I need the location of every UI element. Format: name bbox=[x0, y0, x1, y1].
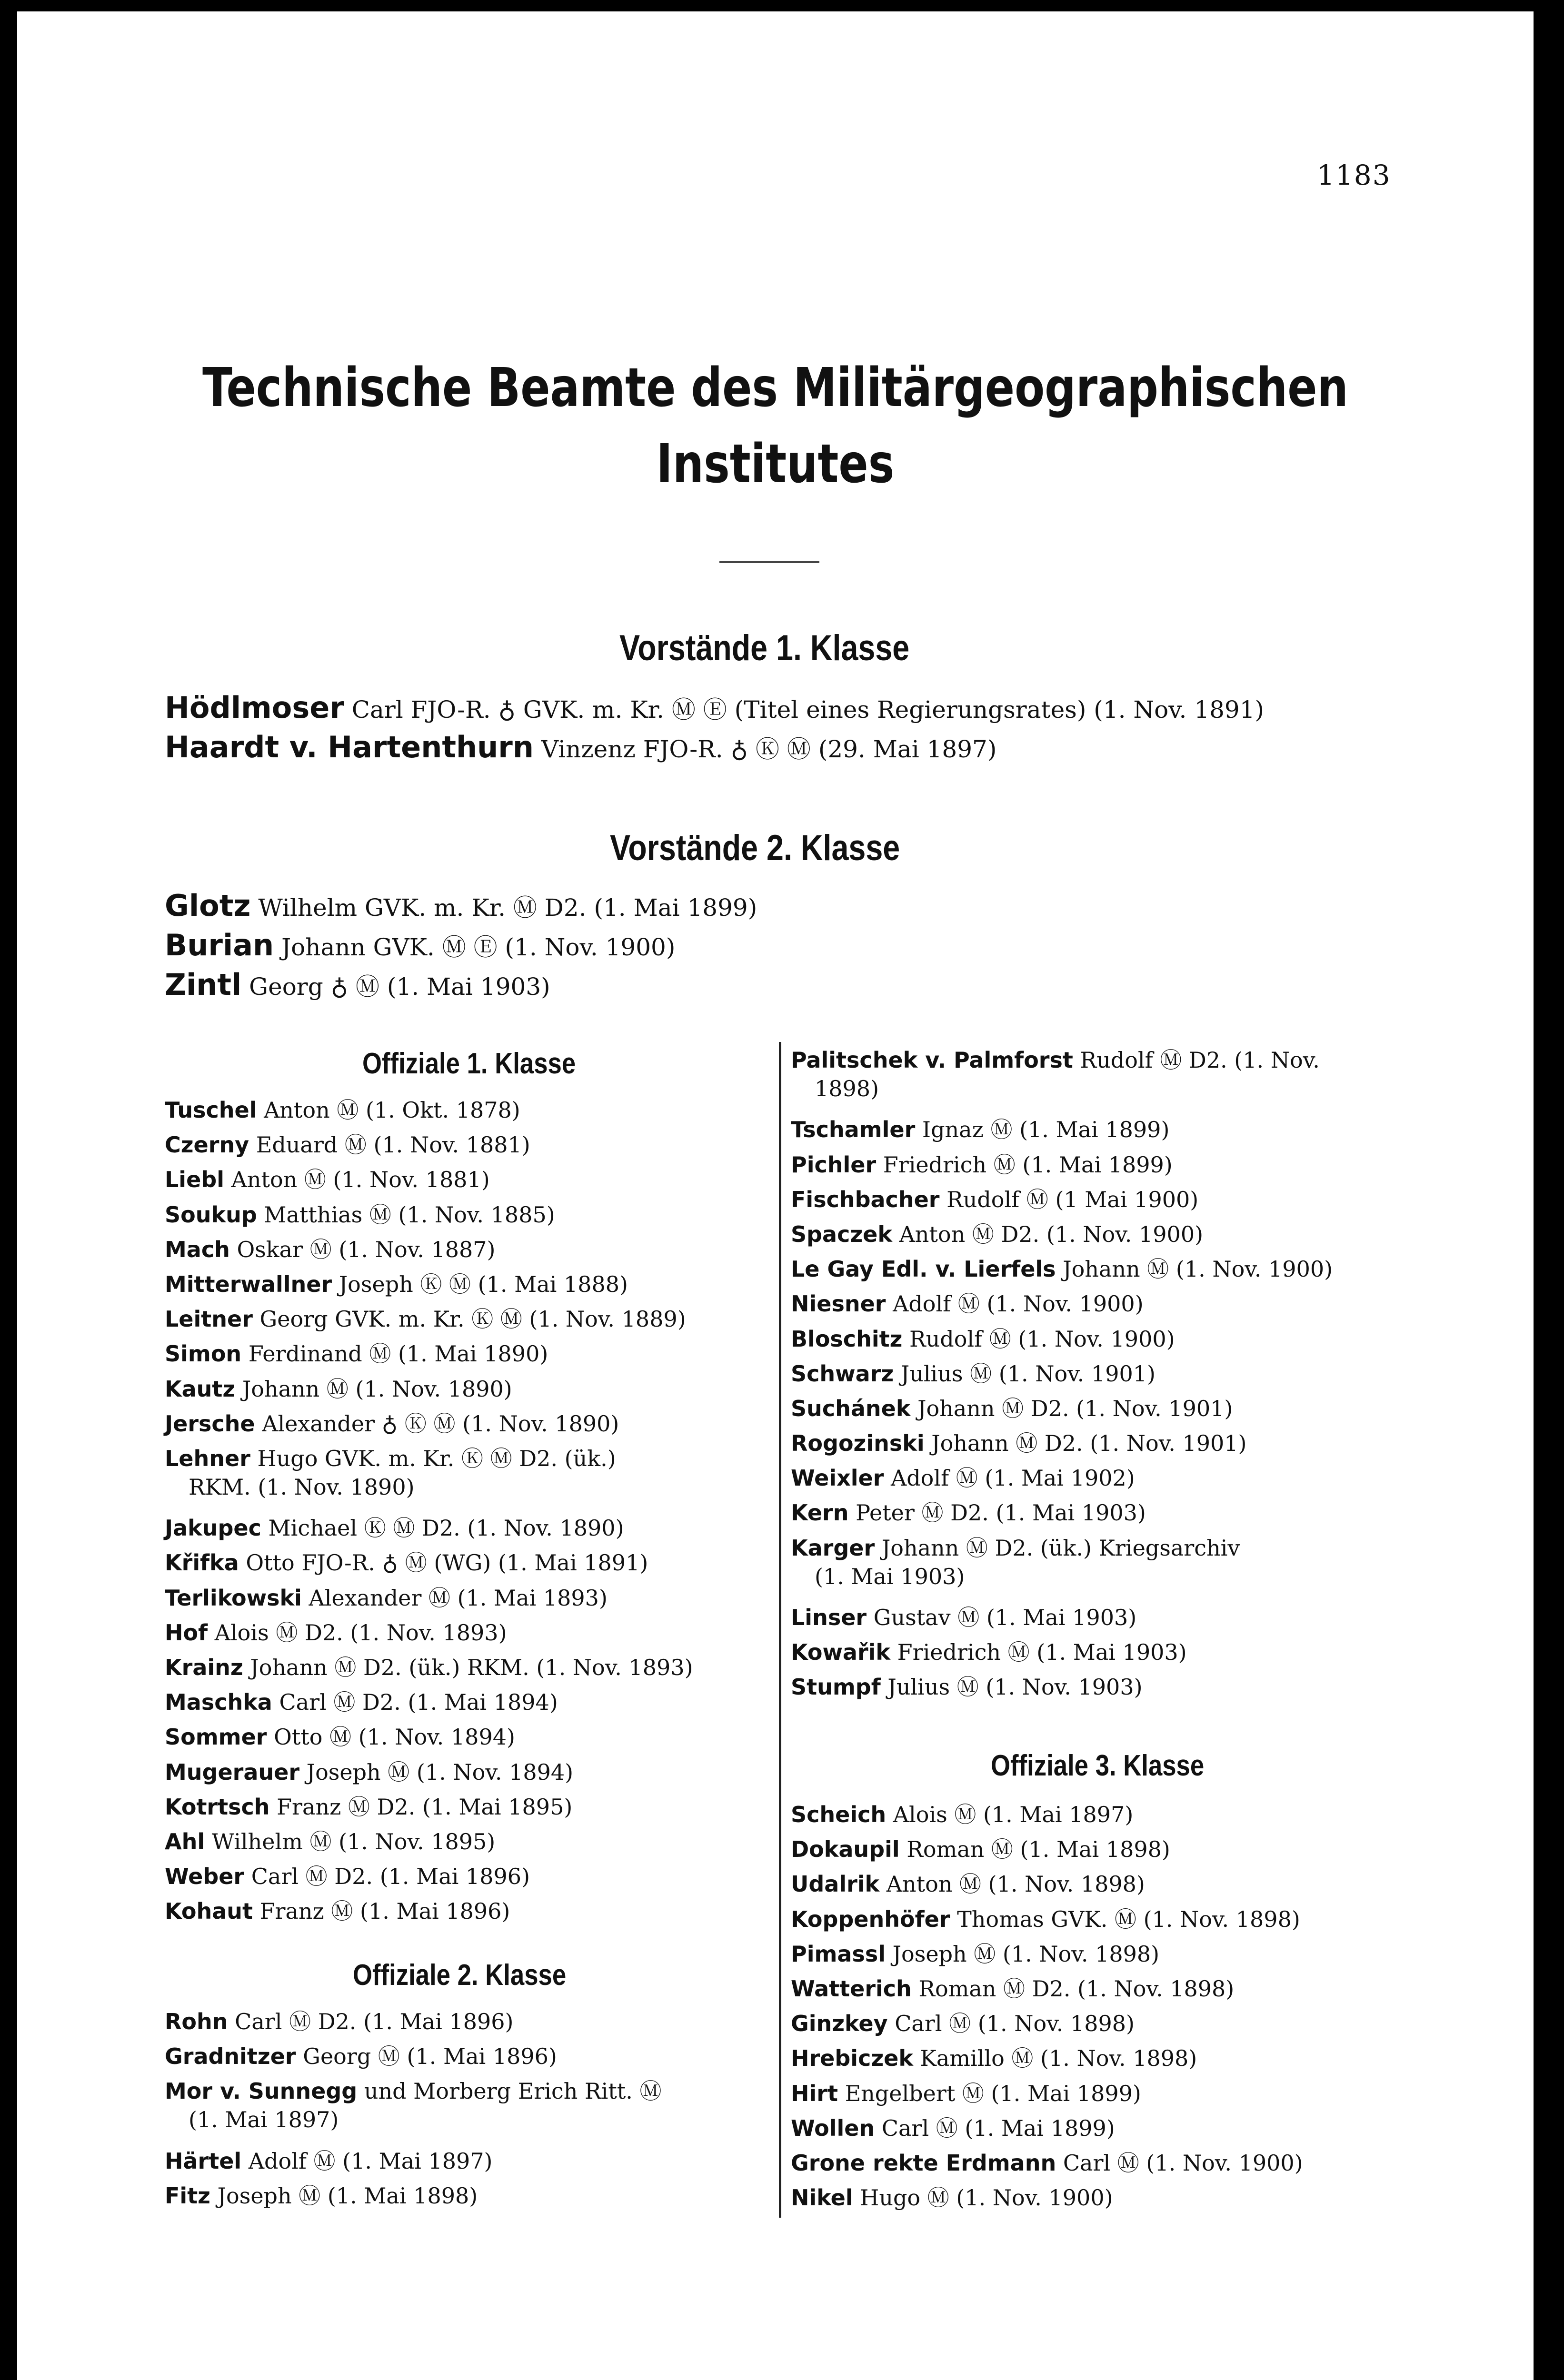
entry-surname: Stumpf bbox=[791, 1674, 881, 1700]
list-item bbox=[791, 2187, 1429, 2221]
entry-details: Alois Ⓜ (1. Mai 1897) bbox=[893, 1802, 1134, 1827]
entry-details: Hugo GVK. m. Kr. Ⓚ Ⓜ D2. (ük.) bbox=[257, 1445, 616, 1471]
entry-surname: Zintl bbox=[165, 967, 242, 1002]
entry-details: Franz Ⓜ D2. (1. Mai 1895) bbox=[277, 1794, 573, 1820]
entry-surname: Udalrik bbox=[791, 1871, 880, 1897]
list-item bbox=[791, 2117, 1429, 2152]
list-item bbox=[791, 1606, 1429, 1641]
entry-details: Anton Ⓜ (1. Nov. 1898) bbox=[886, 1871, 1145, 1897]
entry-surname: Tuschel bbox=[165, 1097, 257, 1123]
entry-details: Johann Ⓜ (1. Nov. 1900) bbox=[1063, 1256, 1333, 1282]
entry-details: Alexander Ⓜ (1. Mai 1893) bbox=[309, 1585, 608, 1611]
entry-details: Joseph Ⓜ (1. Nov. 1894) bbox=[306, 1759, 574, 1785]
entry-details: Otto FJO-R. ♁ Ⓜ (WG) (1. Mai 1891) bbox=[246, 1550, 648, 1576]
list-item bbox=[791, 1151, 1429, 1189]
list-item bbox=[165, 730, 1264, 772]
entry-surname: Pichler bbox=[791, 1151, 877, 1178]
list-item bbox=[791, 1223, 1429, 1258]
list-item bbox=[165, 1865, 774, 1900]
list-item bbox=[791, 1873, 1429, 1908]
list-item bbox=[791, 1328, 1429, 1363]
list-item bbox=[165, 1169, 774, 1203]
entry-details: Engelbert Ⓜ (1. Mai 1899) bbox=[845, 2080, 1141, 2106]
list-item bbox=[165, 1517, 774, 1552]
entry-surname: Hödlmoser bbox=[165, 690, 344, 725]
entry-details: Peter Ⓜ D2. (1. Mai 1903) bbox=[856, 1500, 1146, 1526]
entry-surname: Bloschitz bbox=[791, 1326, 903, 1352]
heading-offiziale-2: Offiziale 2. Klasse bbox=[353, 1959, 567, 1992]
list-item bbox=[165, 1796, 774, 1831]
list-item bbox=[791, 1186, 1429, 1223]
list-offiziale-2-continued bbox=[791, 1049, 1429, 1711]
entry-surname: Tschamler bbox=[791, 1117, 916, 1143]
list-item bbox=[165, 1099, 774, 1134]
entry-details: Matthias Ⓜ (1. Nov. 1885) bbox=[264, 1201, 555, 1228]
entry-details: Rudolf Ⓜ (1. Nov. 1900) bbox=[909, 1326, 1175, 1352]
entry-details: Johann Ⓜ D2. (ük.) RKM. (1. Nov. 1893) bbox=[250, 1655, 693, 1681]
page-title-line-1: Technische Beamte des Militärgeographischen bbox=[202, 357, 1348, 419]
entry-surname: Härtel bbox=[165, 2148, 242, 2174]
entry-details: Carl Ⓜ (1. Mai 1899) bbox=[881, 2115, 1115, 2141]
entry-surname: Mach bbox=[165, 1236, 230, 1262]
list-item bbox=[791, 1293, 1429, 1328]
entry-details: Gustav Ⓜ (1. Mai 1903) bbox=[873, 1605, 1137, 1631]
entry-surname: Palitschek v. Palmforst bbox=[791, 1047, 1073, 1073]
list-item bbox=[165, 2045, 774, 2080]
entry-details: Anton Ⓜ D2. (1. Nov. 1900) bbox=[899, 1221, 1204, 1247]
entry-surname: Terlikowski bbox=[165, 1585, 302, 1611]
entry-surname: Dokaupil bbox=[791, 1836, 900, 1863]
entry-details: Johann Ⓜ D2. (1. Nov. 1901) bbox=[931, 1430, 1247, 1457]
entry-surname: Pimassl bbox=[791, 1941, 886, 1967]
entry-details: Carl FJO-R. ♁ GVK. m. Kr. Ⓜ Ⓔ (Titel eines Regierungsrates) (1. Nov. 1891) bbox=[351, 696, 1265, 724]
list-item bbox=[165, 1656, 774, 1691]
document-page bbox=[17, 11, 1534, 2380]
entry-surname: Liebl bbox=[165, 1167, 224, 1193]
list-item bbox=[791, 1804, 1429, 1838]
list-item bbox=[791, 1502, 1429, 1537]
entry-surname: Wollen bbox=[791, 2115, 875, 2141]
entry-surname: Sommer bbox=[165, 1724, 267, 1750]
entry-surname: Krainz bbox=[165, 1655, 243, 1681]
entry-details: Adolf Ⓜ (1. Mai 1897) bbox=[248, 2148, 493, 2174]
entry-details-continued: 1898) bbox=[815, 1076, 879, 1101]
entry-surname: Ahl bbox=[165, 1828, 205, 1854]
entry-surname: Watterich bbox=[791, 1975, 912, 2002]
list-item bbox=[165, 1410, 774, 1448]
entry-surname: Rohn bbox=[165, 2009, 228, 2034]
entry-surname: Simon bbox=[165, 1341, 242, 1367]
entry-details: Oskar Ⓜ (1. Nov. 1887) bbox=[237, 1236, 496, 1262]
list-item bbox=[165, 1761, 774, 1796]
list-item bbox=[165, 1134, 774, 1169]
entry-details: Joseph Ⓜ (1. Nov. 1898) bbox=[892, 1941, 1160, 1967]
entry-surname: Linser bbox=[791, 1605, 867, 1631]
entry-details: Alexander ♁ Ⓚ Ⓜ (1. Nov. 1890) bbox=[262, 1410, 619, 1437]
list-item bbox=[791, 2013, 1429, 2047]
list-item bbox=[165, 1201, 774, 1239]
entry-surname: Spaczek bbox=[791, 1221, 892, 1247]
entry-surname: Haardt v. Hartenthurn bbox=[165, 730, 534, 764]
entry-surname: Jakupec bbox=[165, 1515, 261, 1541]
list-item bbox=[165, 1273, 774, 1308]
entry-surname: Glotz bbox=[165, 888, 251, 923]
entry-details: Friedrich Ⓜ (1. Mai 1903) bbox=[897, 1639, 1187, 1666]
entry-details: Ferdinand Ⓜ (1. Mai 1890) bbox=[248, 1341, 548, 1367]
entry-details: Alois Ⓜ D2. (1. Nov. 1893) bbox=[214, 1619, 507, 1646]
entry-details: Julius Ⓜ (1. Nov. 1903) bbox=[887, 1674, 1143, 1700]
entry-surname: Kautz bbox=[165, 1376, 236, 1402]
entry-surname: Weber bbox=[165, 1864, 245, 1890]
entry-surname: Le Gay Edl. v. Lierfels bbox=[791, 1256, 1056, 1282]
entry-details: Johann Ⓜ D2. (ük.) Kriegsarchiv bbox=[881, 1535, 1240, 1561]
list-item bbox=[791, 1908, 1429, 1943]
column-divider bbox=[779, 1042, 781, 2218]
list-item bbox=[165, 1308, 774, 1343]
entry-surname: Rogozinski bbox=[791, 1430, 925, 1457]
list-item bbox=[791, 2152, 1429, 2187]
entry-details: Anton Ⓜ (1. Nov. 1881) bbox=[231, 1167, 490, 1193]
entry-surname: Weixler bbox=[791, 1465, 884, 1491]
entry-surname: Gradnitzer bbox=[165, 2043, 296, 2070]
entry-details: Johann Ⓜ (1. Nov. 1890) bbox=[242, 1376, 512, 1402]
list-item bbox=[791, 2082, 1429, 2117]
heading-vorstaende-1: Vorstände 1. Klasse bbox=[619, 628, 910, 668]
entry-details: Eduard Ⓜ (1. Nov. 1881) bbox=[256, 1132, 530, 1158]
entry-details: Carl Ⓜ D2. (1. Mai 1894) bbox=[279, 1689, 558, 1716]
list-item bbox=[165, 690, 1265, 733]
entry-surname: Mugerauer bbox=[165, 1759, 300, 1785]
list-item bbox=[165, 1236, 774, 1273]
entry-surname: Mor v. Sunnegg bbox=[165, 2078, 358, 2104]
list-item bbox=[791, 1258, 1429, 1293]
entry-surname: Křifka bbox=[165, 1550, 239, 1576]
entry-details: Michael Ⓚ Ⓜ D2. (1. Nov. 1890) bbox=[268, 1515, 624, 1541]
entry-surname: Schwarz bbox=[791, 1360, 894, 1387]
entry-details: Franz Ⓜ (1. Mai 1896) bbox=[259, 1898, 510, 1924]
list-item bbox=[165, 1343, 774, 1378]
entry-details: Joseph Ⓜ (1. Mai 1898) bbox=[217, 2182, 478, 2209]
entry-details: Thomas GVK. Ⓜ (1. Nov. 1898) bbox=[957, 1906, 1300, 1932]
list-item bbox=[791, 1395, 1429, 1432]
list-item bbox=[165, 1587, 774, 1622]
heading-offiziale-1: Offiziale 1. Klasse bbox=[362, 1047, 576, 1080]
entry-details: Friedrich Ⓜ (1. Mai 1899) bbox=[883, 1151, 1173, 1178]
entry-details: Rudolf Ⓜ D2. (1. Nov. bbox=[1080, 1047, 1320, 1073]
entry-surname: Karger bbox=[791, 1535, 875, 1561]
entry-surname: Burian bbox=[165, 928, 274, 962]
entry-details: und Morberg Erich Ritt. Ⓜ bbox=[364, 2078, 662, 2104]
list-item bbox=[165, 2150, 774, 2185]
list-item bbox=[165, 1726, 774, 1761]
entry-details: Wilhelm Ⓜ (1. Nov. 1895) bbox=[211, 1828, 496, 1854]
list-offiziale-1 bbox=[165, 1099, 774, 1935]
list-item bbox=[791, 1049, 1429, 1119]
entry-surname: Koppenhöfer bbox=[791, 1906, 950, 1932]
entry-surname: Ginzkey bbox=[791, 2011, 888, 2037]
list-item bbox=[165, 1552, 774, 1587]
list-item bbox=[165, 1378, 774, 1413]
list-item bbox=[165, 1900, 774, 1935]
entry-details: Georg Ⓜ (1. Mai 1896) bbox=[303, 2043, 557, 2070]
entry-surname: Kotrtsch bbox=[165, 1794, 270, 1820]
entry-surname: Jersche bbox=[165, 1410, 255, 1437]
entry-surname: Niesner bbox=[791, 1291, 886, 1317]
entry-details: Roman Ⓜ (1. Mai 1898) bbox=[907, 1836, 1170, 1863]
list-item bbox=[791, 1943, 1429, 1978]
list-item bbox=[165, 2011, 774, 2045]
list-item bbox=[791, 1537, 1429, 1606]
entry-details: Kamillo Ⓜ (1. Nov. 1898) bbox=[920, 2045, 1197, 2072]
entry-details: Carl Ⓜ D2. (1. Mai 1896) bbox=[235, 2009, 514, 2034]
page-title-line-2: Institutes bbox=[656, 433, 895, 495]
entry-surname: Leitner bbox=[165, 1306, 253, 1332]
entry-details: Adolf Ⓜ (1. Nov. 1900) bbox=[893, 1291, 1144, 1317]
entry-details: Julius Ⓜ (1. Nov. 1901) bbox=[900, 1360, 1156, 1387]
entry-surname: Fitz bbox=[165, 2182, 210, 2209]
entry-details: Carl Ⓜ (1. Nov. 1898) bbox=[895, 2011, 1135, 2037]
list-item bbox=[791, 1119, 1429, 1153]
entry-surname: Hrebiczek bbox=[791, 2045, 913, 2072]
entry-surname: Mitterwallner bbox=[165, 1271, 332, 1297]
page-number: 1183 bbox=[1317, 159, 1391, 191]
entry-surname: Hof bbox=[165, 1619, 208, 1646]
entry-details: Georg ♁ Ⓜ (1. Mai 1903) bbox=[249, 973, 550, 1001]
list-item bbox=[791, 1467, 1429, 1502]
entry-surname: Hirt bbox=[791, 2080, 838, 2106]
entry-surname: Grone rekte Erdmann bbox=[791, 2150, 1056, 2176]
entry-details: Johann GVK. Ⓜ Ⓔ (1. Nov. 1900) bbox=[281, 933, 676, 961]
entry-details-continued: (1. Mai 1903) bbox=[815, 1563, 965, 1589]
entry-surname: Kern bbox=[791, 1500, 849, 1526]
entry-details: Vinzenz FJO-R. ♁ Ⓚ Ⓜ (29. Mai 1897) bbox=[541, 735, 997, 763]
list-item bbox=[165, 928, 757, 970]
entry-surname: Lehner bbox=[165, 1445, 250, 1471]
entry-details: Anton Ⓜ (1. Okt. 1878) bbox=[264, 1097, 520, 1123]
heading-offiziale-3: Offiziale 3. Klasse bbox=[991, 1749, 1205, 1782]
list-item bbox=[791, 1432, 1429, 1467]
entry-details: Adolf Ⓜ (1. Mai 1902) bbox=[891, 1465, 1135, 1491]
entry-details: Joseph Ⓚ Ⓜ (1. Mai 1888) bbox=[339, 1271, 628, 1297]
heading-vorstaende-2: Vorstände 2. Klasse bbox=[610, 828, 900, 868]
entry-details: Rudolf Ⓜ (1 Mai 1900) bbox=[946, 1186, 1199, 1212]
entry-details-continued: RKM. (1. Nov. 1890) bbox=[189, 1474, 415, 1500]
entry-details: Roman Ⓜ D2. (1. Nov. 1898) bbox=[918, 1975, 1235, 2002]
entry-surname: Kohaut bbox=[165, 1898, 253, 1924]
list-item bbox=[791, 1641, 1429, 1676]
entry-details: Hugo Ⓜ (1. Nov. 1900) bbox=[860, 2185, 1113, 2211]
list-item bbox=[165, 1828, 774, 1865]
entry-surname: Soukup bbox=[165, 1201, 257, 1228]
entry-details: Carl Ⓜ (1. Nov. 1900) bbox=[1063, 2150, 1303, 2176]
entry-surname: Scheich bbox=[791, 1802, 887, 1827]
title-divider bbox=[719, 561, 819, 563]
list-vorstaende-1 bbox=[165, 690, 1265, 772]
entry-details: Ignaz Ⓜ (1. Mai 1899) bbox=[922, 1117, 1170, 1143]
list-item bbox=[791, 1676, 1429, 1711]
list-item bbox=[165, 2080, 774, 2150]
entry-surname: Suchánek bbox=[791, 1395, 911, 1421]
list-item bbox=[791, 2047, 1429, 2082]
entry-details: Carl Ⓜ D2. (1. Mai 1896) bbox=[251, 1864, 530, 1890]
entry-details: Otto Ⓜ (1. Nov. 1894) bbox=[274, 1724, 515, 1750]
list-offiziale-3 bbox=[791, 1804, 1429, 2221]
list-item bbox=[165, 1619, 774, 1656]
entry-surname: Kowařik bbox=[791, 1639, 891, 1666]
list-vorstaende-2 bbox=[165, 888, 757, 1010]
list-item bbox=[165, 888, 757, 931]
entry-details-continued: (1. Mai 1897) bbox=[189, 2107, 339, 2133]
list-item bbox=[165, 1445, 774, 1517]
list-item bbox=[165, 967, 757, 1010]
entry-details: Johann Ⓜ D2. (1. Nov. 1901) bbox=[917, 1395, 1233, 1421]
entry-details: Georg GVK. m. Kr. Ⓚ Ⓜ (1. Nov. 1889) bbox=[259, 1306, 686, 1332]
list-item bbox=[165, 2182, 774, 2220]
entry-surname: Nikel bbox=[791, 2185, 853, 2211]
entry-surname: Fischbacher bbox=[791, 1186, 940, 1212]
list-item bbox=[165, 1691, 774, 1726]
list-item bbox=[791, 1838, 1429, 1873]
entry-surname: Czerny bbox=[165, 1132, 249, 1158]
entry-surname: Maschka bbox=[165, 1689, 272, 1716]
list-item bbox=[791, 1360, 1429, 1398]
list-item bbox=[791, 1975, 1429, 2013]
list-offiziale-2 bbox=[165, 2011, 774, 2220]
entry-details: Wilhelm GVK. m. Kr. Ⓜ D2. (1. Mai 1899) bbox=[258, 894, 757, 922]
